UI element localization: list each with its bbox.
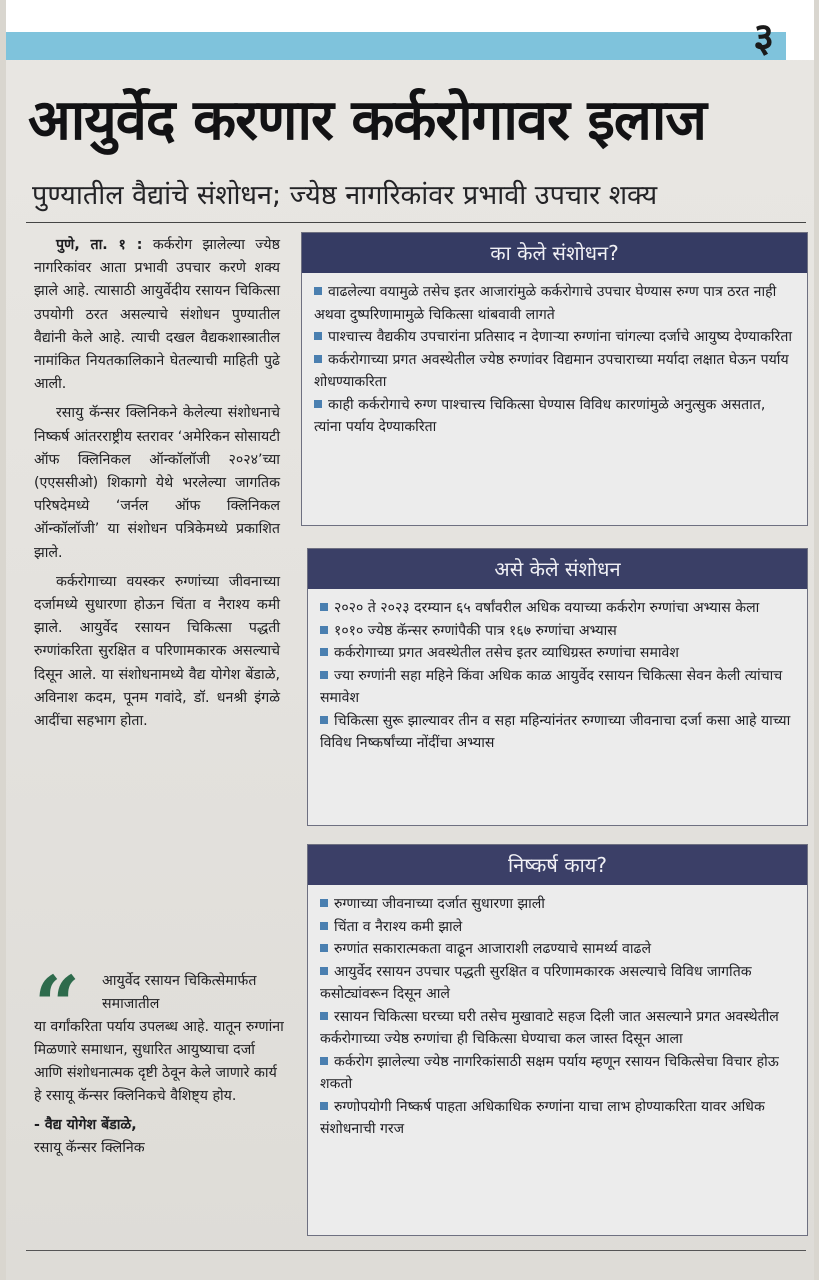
subheadline: पुण्यातील वैद्यांचे संशोधन; ज्येष्ठ नागरिकांवर प्रभावी उपचार शक्य [32,180,658,211]
list-item [320,1006,795,1051]
box-list [308,589,807,755]
list-item-text: ज्या रुग्णांनी सहा महिने किंवा अधिक काळ आयुर्वेद रसायन चिकित्सा सेवन केली त्यांचाच समावेश [320,667,783,706]
quote-organization: रसायू कॅन्सर क्लिनिक [34,1140,145,1156]
list-item-text: चिंता व नैराश्य कमी झाले [334,918,463,935]
list-item [314,326,795,349]
square-bullet-icon [320,1012,328,1020]
box-title: असे केले संशोधन [308,549,807,589]
newspaper-page [6,0,814,1280]
square-bullet-icon [320,1057,328,1065]
list-item-text: १०१० ज्येष्ठ कॅन्सर रुग्णांपैकी पात्र १६७ रुग्णांचा अभ्यास [334,622,617,639]
headline: आयुर्वेद करणार कर्करोगावर इलाज [28,88,706,153]
square-bullet-icon [320,1102,328,1110]
footer-divider [26,1250,806,1251]
list-item [314,394,795,439]
square-bullet-icon [320,944,328,952]
why-research-box [301,232,808,526]
list-item [314,349,795,394]
article-paragraph-3: कर्करोगाच्या वयस्कर रुग्णांच्या जीवनाच्या दर्जामध्ये सुधारणा होऊन चिंता व नैराश्य कमी झाले. आयुर्वेद रसायन चिकित्सा पद्धती रुग्णांकरिता सुरक्षित व परिणामकारक असल्याचे दिसून आले. या संशोधनामध्ये वैद्य योगेश बेंडाळे, अविनाश कदम, पूनम गवांदे, डॉ. धनश्री इंगळे आदींचा सहभाग होता. [34,573,280,730]
square-bullet-icon [320,648,328,656]
list-item-text: पाश्चात्त्य वैद्यकीय उपचारांना प्रतिसाद न देणाऱ्या रुग्णांना चांगल्या दर्जाचे आयुष्य देण्याकरिता [328,329,792,345]
list-item-text: रसायन चिकित्सा घरच्या घरी तसेच मुखावाटे सहज दिली जात असल्याने प्रगत अवस्थेतील कर्करोगाच्या ज्येष्ठ रुग्णांचा ही चिकित्सा घेण्याचा कल जास्त दिसून आला [320,1008,779,1047]
paragraph-text: कर्करोग झालेल्या ज्येष्ठ नागरिकांवर आता प्रभावी उपचार करणे शक्य झाले आहे. त्यासाठी आयुर्वेदीय रसायन चिकित्सा उपयोगी ठरत असल्याचे संशोधन पुण्यातील वैद्यांनी केले आहे. त्याची दखल वैद्यकशास्त्रातील नामांकित नियतकालिकाने घेतल्याची माहिती पुढे आली. [34,237,280,393]
square-bullet-icon [320,899,328,907]
article-paragraph-2: रसायु कॅन्सर क्लिनिकने केलेल्या संशोधनाचे निष्कर्ष आंतरराष्ट्रीय स्तरावर ‘अमेरिकन सोसायटी ऑफ क्लिनिकल ऑन्कॉलॉजी २०२४’च्या (एएससीओ) शिकागो येथे भरलेल्या जागतिक परिषदेमध्ये ‘जर्नल ऑफ क्लिनिकल ऑन्कॉलॉजी’ या संशोधन पत्रिकेमध्ये प्रकाशित झाले. [34,405,280,561]
list-item [320,1051,795,1096]
quote-text-first-line: आयुर्वेद रसायन चिकित्सेमार्फत समाजातील [102,973,257,1012]
box-title: निष्कर्ष काय? [308,845,807,885]
list-item-text: रुग्णांत सकारात्मकता वाढून आजाराशी लढण्याचे सामर्थ्य वाढले [334,941,652,957]
quote-text: या वर्गांकरिता पर्याय उपलब्ध आहे. यातून रुग्णांना मिळणारे समाधान, सुधारित आयुष्याचा दर्जा आणि संशोधनात्मक दृष्टी ठेवून केले जाणारे कार्य हे रसायू कॅन्सर क्लिनिकचे वैशिष्ट्य होय. [34,1019,284,1104]
square-bullet-icon [320,716,328,724]
list-item [320,1096,795,1141]
square-bullet-icon [320,671,328,679]
list-item [320,597,795,620]
list-item-text: कर्करोगाच्या प्रगत अवस्थेतील तसेच इतर व्याधिग्रस्त रुग्णांचा समावेश [334,645,679,661]
list-item [320,620,795,643]
square-bullet-icon [314,287,322,295]
page-header-band [6,0,814,60]
page-number: ३ [753,14,774,61]
list-item [320,665,795,710]
list-item [314,281,795,326]
list-item [320,893,795,916]
how-research-box [307,548,808,826]
conclusion-box [307,844,808,1236]
square-bullet-icon [320,626,328,634]
header-divider [26,222,806,223]
square-bullet-icon [314,332,322,340]
square-bullet-icon [320,967,328,975]
box-list [302,273,807,439]
square-bullet-icon [314,400,322,408]
dateline: पुणे, ता. १ : [56,237,143,253]
box-list [308,885,807,1141]
list-item-text: काही कर्करोगाचे रुग्ण पाश्चात्त्य चिकित्सा घेण्यास विविध कारणांमुळे अनुत्सुक असतात, त्यांना पर्याय देण्याकरिता [314,396,766,435]
list-item [320,710,795,755]
list-item [320,916,795,939]
list-item-text: कर्करोग झालेल्या ज्येष्ठ नागरिकांसाठी सक्षम पर्याय म्हणून रसायन चिकित्सेचा विचार होऊ शकतो [320,1053,779,1092]
article-paragraph-1 [34,234,280,396]
article-body [34,234,280,739]
list-item-text: कर्करोगाच्या प्रगत अवस्थेतील ज्येष्ठ रुग्णांवर विद्यमान उपचाराच्या मर्यादा लक्षात घेऊन पर्याय शोधण्याकरिता [314,351,789,390]
list-item [320,938,795,961]
square-bullet-icon [320,603,328,611]
quote-signature: - वैद्य योगेश बेंडाळे, [34,1117,137,1133]
square-bullet-icon [320,922,328,930]
list-item-text: चिकित्सा सुरू झाल्यावर तीन व सहा महिन्यांनंतर रुग्णाच्या जीवनाचा दर्जा कसा आहे याच्या विविध निष्कर्षांच्या नोंदींचा अभ्यास [320,712,791,751]
quote-mark-icon: “ [34,958,81,1052]
box-title: का केले संशोधन? [302,233,807,273]
list-item-text: रुग्णाच्या जीवनाच्या दर्जात सुधारणा झाली [334,896,545,912]
list-item [320,642,795,665]
pull-quote [34,958,286,1160]
list-item [320,961,795,1006]
list-item-text: वाढलेल्या वयामुळे तसेच इतर आजारांमुळे कर्करोगाचे उपचार घेण्यास रुग्ण पात्र ठरत नाही अथवा दुष्परिणामामुळे चिकित्सा थांबवावी लागते [314,284,777,323]
list-item-text: रुग्णोपयोगी निष्कर्ष पाहता अधिकाधिक रुग्णांना याचा लाभ होण्याकरिता यावर अधिक संशोधनाची गरज [320,1098,765,1137]
list-item-text: आयुर्वेद रसायन उपचार पद्धती सुरक्षित व परिणामकारक असल्याचे विविध जागतिक कसोट्यांवरून दिसून आले [320,963,752,1002]
header-color-stripe [6,32,786,60]
square-bullet-icon [314,355,322,363]
list-item-text: २०२० ते २०२३ दरम्यान ६५ वर्षांवरील अधिक वयाच्या कर्करोग रुग्णांचा अभ्यास केला [334,600,760,616]
